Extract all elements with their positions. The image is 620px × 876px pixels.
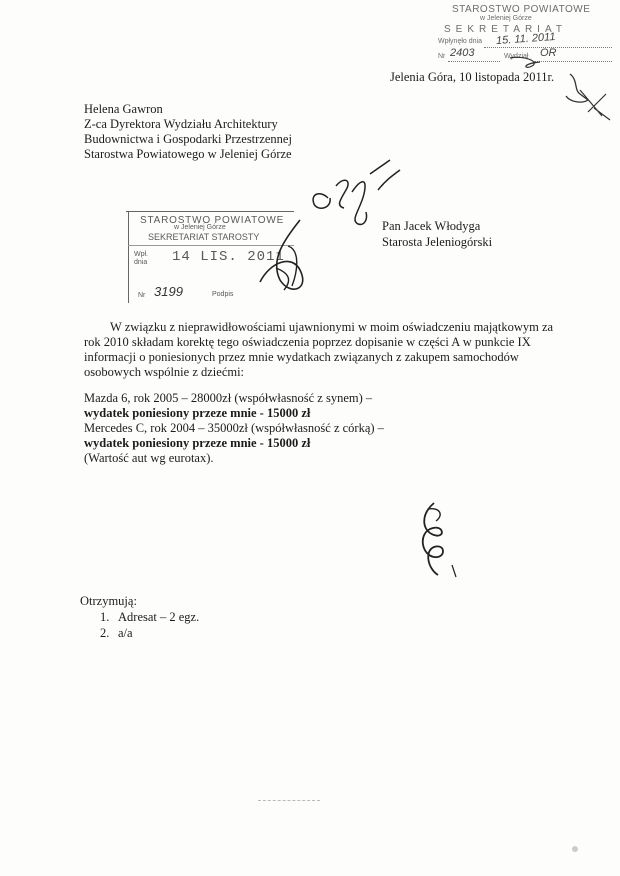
handwritten-initials-top — [470, 50, 615, 130]
sender-name: Helena Gawron — [84, 102, 163, 116]
sender-position: Z-ca Dyrektora Wydziału Architektury — [84, 117, 278, 131]
stamp-dept: SEKRETARIAT — [444, 24, 567, 35]
stamp-border — [128, 211, 129, 303]
stamp-received-label: Wpłynęło dnia — [438, 38, 482, 45]
car1-line: Mazda 6, rok 2005 – 28000zł (współwłasność z synem) – — [84, 391, 373, 405]
distribution-list — [100, 609, 199, 641]
valuation-note: (Wartość aut wg eurotax). — [84, 451, 214, 465]
list-item — [100, 609, 199, 625]
stamp-number-label: Nr — [138, 292, 146, 299]
stamp-division-label: Wydział — [504, 53, 529, 60]
car2-expense: wydatek poniesiony przeze mnie - 15000 zł — [84, 436, 311, 450]
place-date: Jelenia Góra, 10 listopada 2011r. — [390, 70, 555, 84]
distribution-title: Otrzymują: — [80, 594, 137, 608]
list-item-number: 2. — [100, 626, 110, 640]
car2-line: Mercedes C, rok 2004 – 35000zł (współwłasność z córką) – — [84, 421, 384, 435]
stamp-received-label: Wpł. dnia — [134, 251, 148, 266]
sender-office: Starostwa Powiatowego w Jeleniej Górze — [84, 147, 292, 161]
sender-department: Budownictwa i Gospodarki Przestrzennej — [84, 132, 292, 146]
stamp-received-date: 14 LIS. 2011 — [172, 249, 285, 265]
stamp-dept: SEKRETARIAT STAROSTY — [148, 232, 260, 242]
list-item-text: Adresat – 2 egz. — [118, 610, 200, 624]
list-item-text: a/a — [118, 626, 133, 640]
paragraph-line: informacji o poniesionych przez mnie wydatkach związanych z zakupem samochodów — [84, 350, 519, 364]
stamp-city: w Jeleniej Górze — [480, 15, 532, 22]
stamp-number-value: 2403 — [450, 47, 475, 59]
recipient-name: Pan Jacek Włodyga — [382, 219, 481, 233]
list-item — [100, 625, 199, 641]
author-signature — [400, 495, 470, 585]
stamp-number-value: 3199 — [154, 284, 183, 299]
stamp-office: STAROSTWO POWIATOWE — [452, 4, 591, 15]
scan-mark — [572, 846, 578, 852]
paragraph-line: W związku z nieprawidłowościami ujawnionymi w moim oświadczeniu majątkowym za — [110, 320, 554, 334]
scan-mark — [258, 800, 320, 801]
stamp-signature-label: Podpis — [212, 291, 234, 298]
recipient-title: Starosta Jeleniogórski — [382, 235, 493, 249]
stamp-received-date: 15. 11. 2011 — [495, 30, 556, 48]
stamp-office: STAROSTWO POWIATOWE — [140, 215, 285, 226]
stamp-division-value: OR — [540, 47, 557, 59]
list-item-number: 1. — [100, 610, 110, 624]
paragraph-line: osobowych wspólnie z dziećmi: — [84, 365, 245, 379]
car1-expense: wydatek poniesiony przeze mnie - 15000 zł — [84, 406, 311, 420]
stamp-number-label: Nr — [438, 53, 446, 60]
paragraph-line: rok 2010 składam korektę tego oświadczenia poprzez dopisanie w części A w punkcie IX — [84, 335, 531, 349]
stamp-city: w Jeleniej Górze — [174, 224, 226, 231]
